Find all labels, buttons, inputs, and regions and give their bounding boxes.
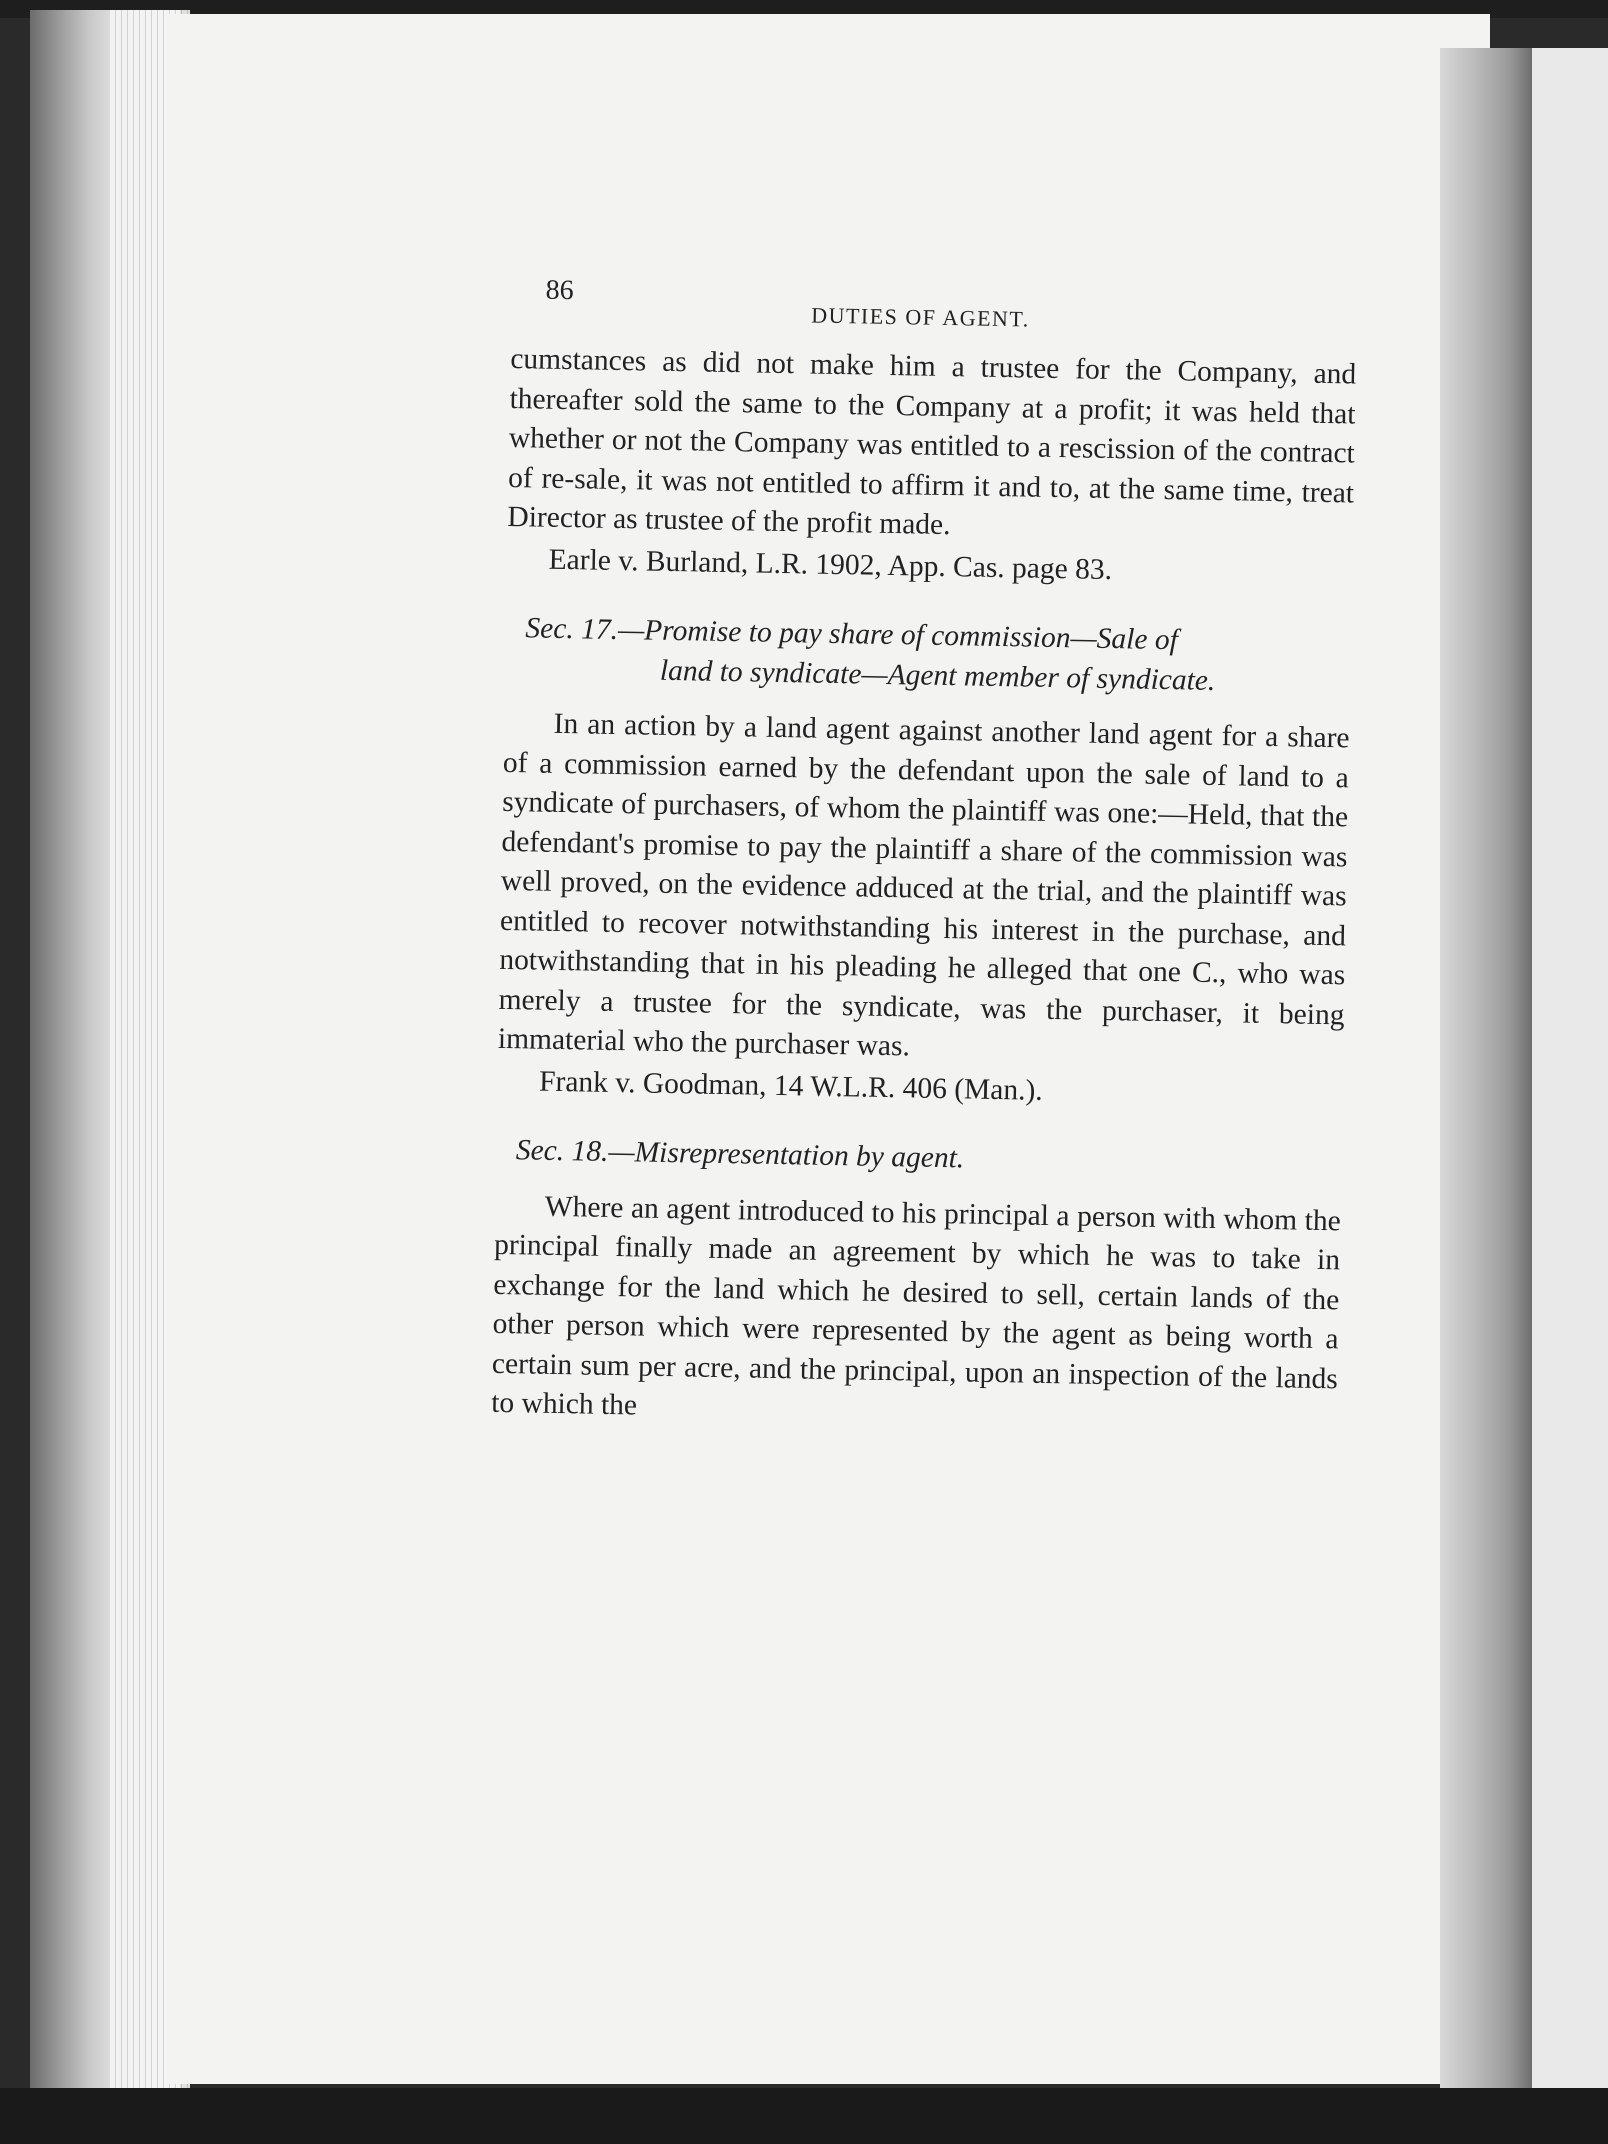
running-title: DUTIES OF AGENT. bbox=[810, 302, 1030, 332]
section-18-heading-text: Sec. 18.—Misrepresentation by agent. bbox=[515, 1134, 965, 1175]
page-text bbox=[491, 270, 1358, 1439]
section-18-heading bbox=[515, 1131, 1342, 1186]
section-17-heading bbox=[524, 609, 1351, 703]
section-17-heading-line2: land to syndicate—Agent member of syndicate. bbox=[659, 654, 1216, 697]
case-citation: Earle v. Burland, L.R. 1902, App. Cas. page 83. bbox=[548, 543, 1113, 586]
paragraph-continuation: cumstances as did not make him a trustee for the Company, and thereafter sold the same to the Company at a profit; it was held that whether or not the Company was entitled to a rescission of the contract of re-sale, it was not entitled to affirm it and to, at the same time, treat Director as trustee of the profit made. bbox=[507, 342, 1357, 542]
book-gutter-shadow bbox=[1440, 48, 1532, 2088]
page-number: 86 bbox=[545, 274, 574, 307]
case-citation: Frank v. Goodman, 14 W.L.R. 406 (Man.). bbox=[538, 1065, 1044, 1107]
paragraph-section-17: In an action by a land agent against another land agent for a share of a commission earned by the defendant upon the sale of land to a syndicate of purchasers, of whom the plaintiff was one:—Held, that the defendant's promise to pay the plaintiff a share of the commission was well proved, on the evidence adduced at the trial, and the plaintiff was entitled to recover notwithstanding his interest in the purchase, and notwithstanding that in his pleading he alleged that one C., who was merely a trustee for the syndicate, was the purchaser, it being immaterial who the purchaser was. bbox=[497, 707, 1350, 1063]
facing-page-edge bbox=[1532, 48, 1608, 2088]
scan-bottom-edge bbox=[0, 2088, 1608, 2144]
paragraph-section-18: Where an agent introduced to his principal a person with whom the principal finally made an agreement by which he was to take in exchange for the land which he desired to sell, certain lands of the other person which were represented by the agent as being worth a certain sum per acre, and the principal, upon an inspection of the lands to which the bbox=[490, 1190, 1342, 1422]
section-17-heading-line1: Sec. 17.—Promise to pay share of commission—Sale of bbox=[525, 612, 1179, 657]
